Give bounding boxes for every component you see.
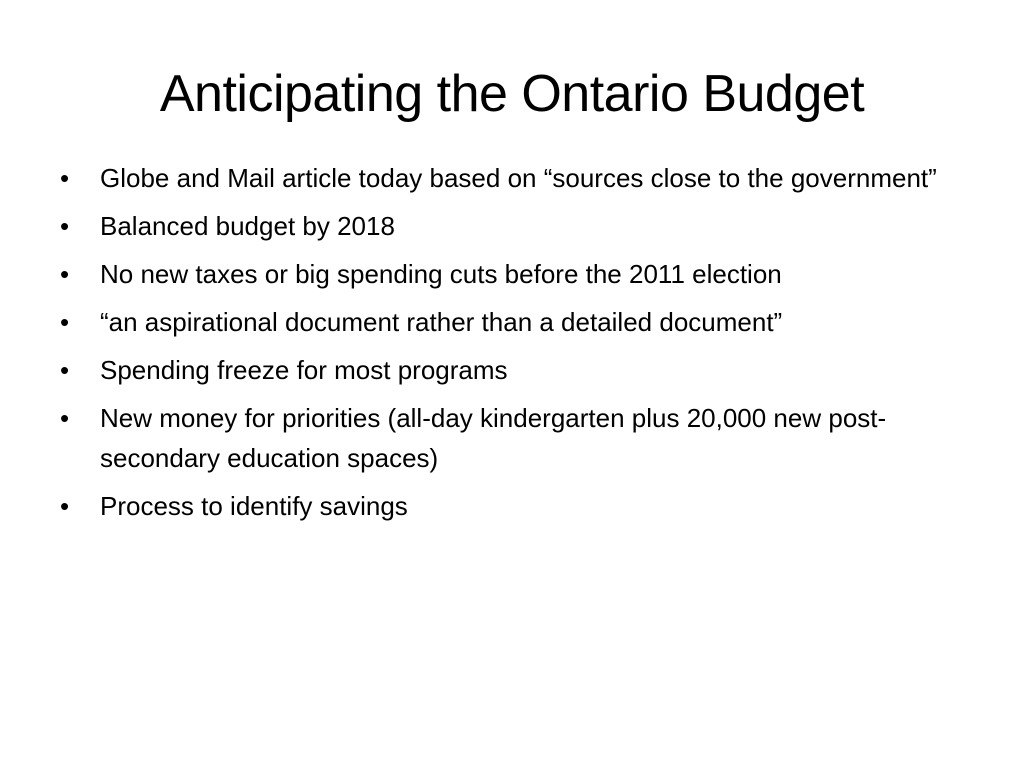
bullet-icon: • bbox=[60, 491, 70, 521]
bullet-item bbox=[58, 302, 958, 342]
bullet-item bbox=[58, 350, 958, 390]
bullet-icon: • bbox=[60, 211, 70, 241]
bullet-text: Balanced budget by 2018 bbox=[100, 211, 395, 241]
bullet-list bbox=[58, 158, 958, 534]
bullet-text: No new taxes or big spending cuts before the 2011 election bbox=[100, 259, 782, 289]
bullet-item bbox=[58, 254, 958, 294]
bullet-icon: • bbox=[60, 163, 70, 193]
bullet-icon: • bbox=[60, 307, 70, 337]
bullet-icon: • bbox=[60, 403, 70, 433]
slide-title: Anticipating the Ontario Budget bbox=[159, 65, 865, 123]
bullet-item bbox=[58, 158, 958, 198]
bullet-icon: • bbox=[60, 259, 70, 289]
bullet-text: Globe and Mail article today based on “sources close to the government” bbox=[100, 163, 937, 193]
bullet-item bbox=[58, 398, 958, 478]
bullet-text: “an aspirational document rather than a detailed document” bbox=[100, 307, 783, 337]
bullet-item bbox=[58, 486, 958, 526]
bullet-icon: • bbox=[60, 355, 70, 385]
bullet-text: Process to identify savings bbox=[100, 491, 408, 521]
bullet-text: Spending freeze for most programs bbox=[100, 355, 508, 385]
bullet-text: New money for priorities (all-day kindergarten plus 20,000 new post-secondary education spaces) bbox=[100, 403, 887, 473]
bullet-item bbox=[58, 206, 958, 246]
